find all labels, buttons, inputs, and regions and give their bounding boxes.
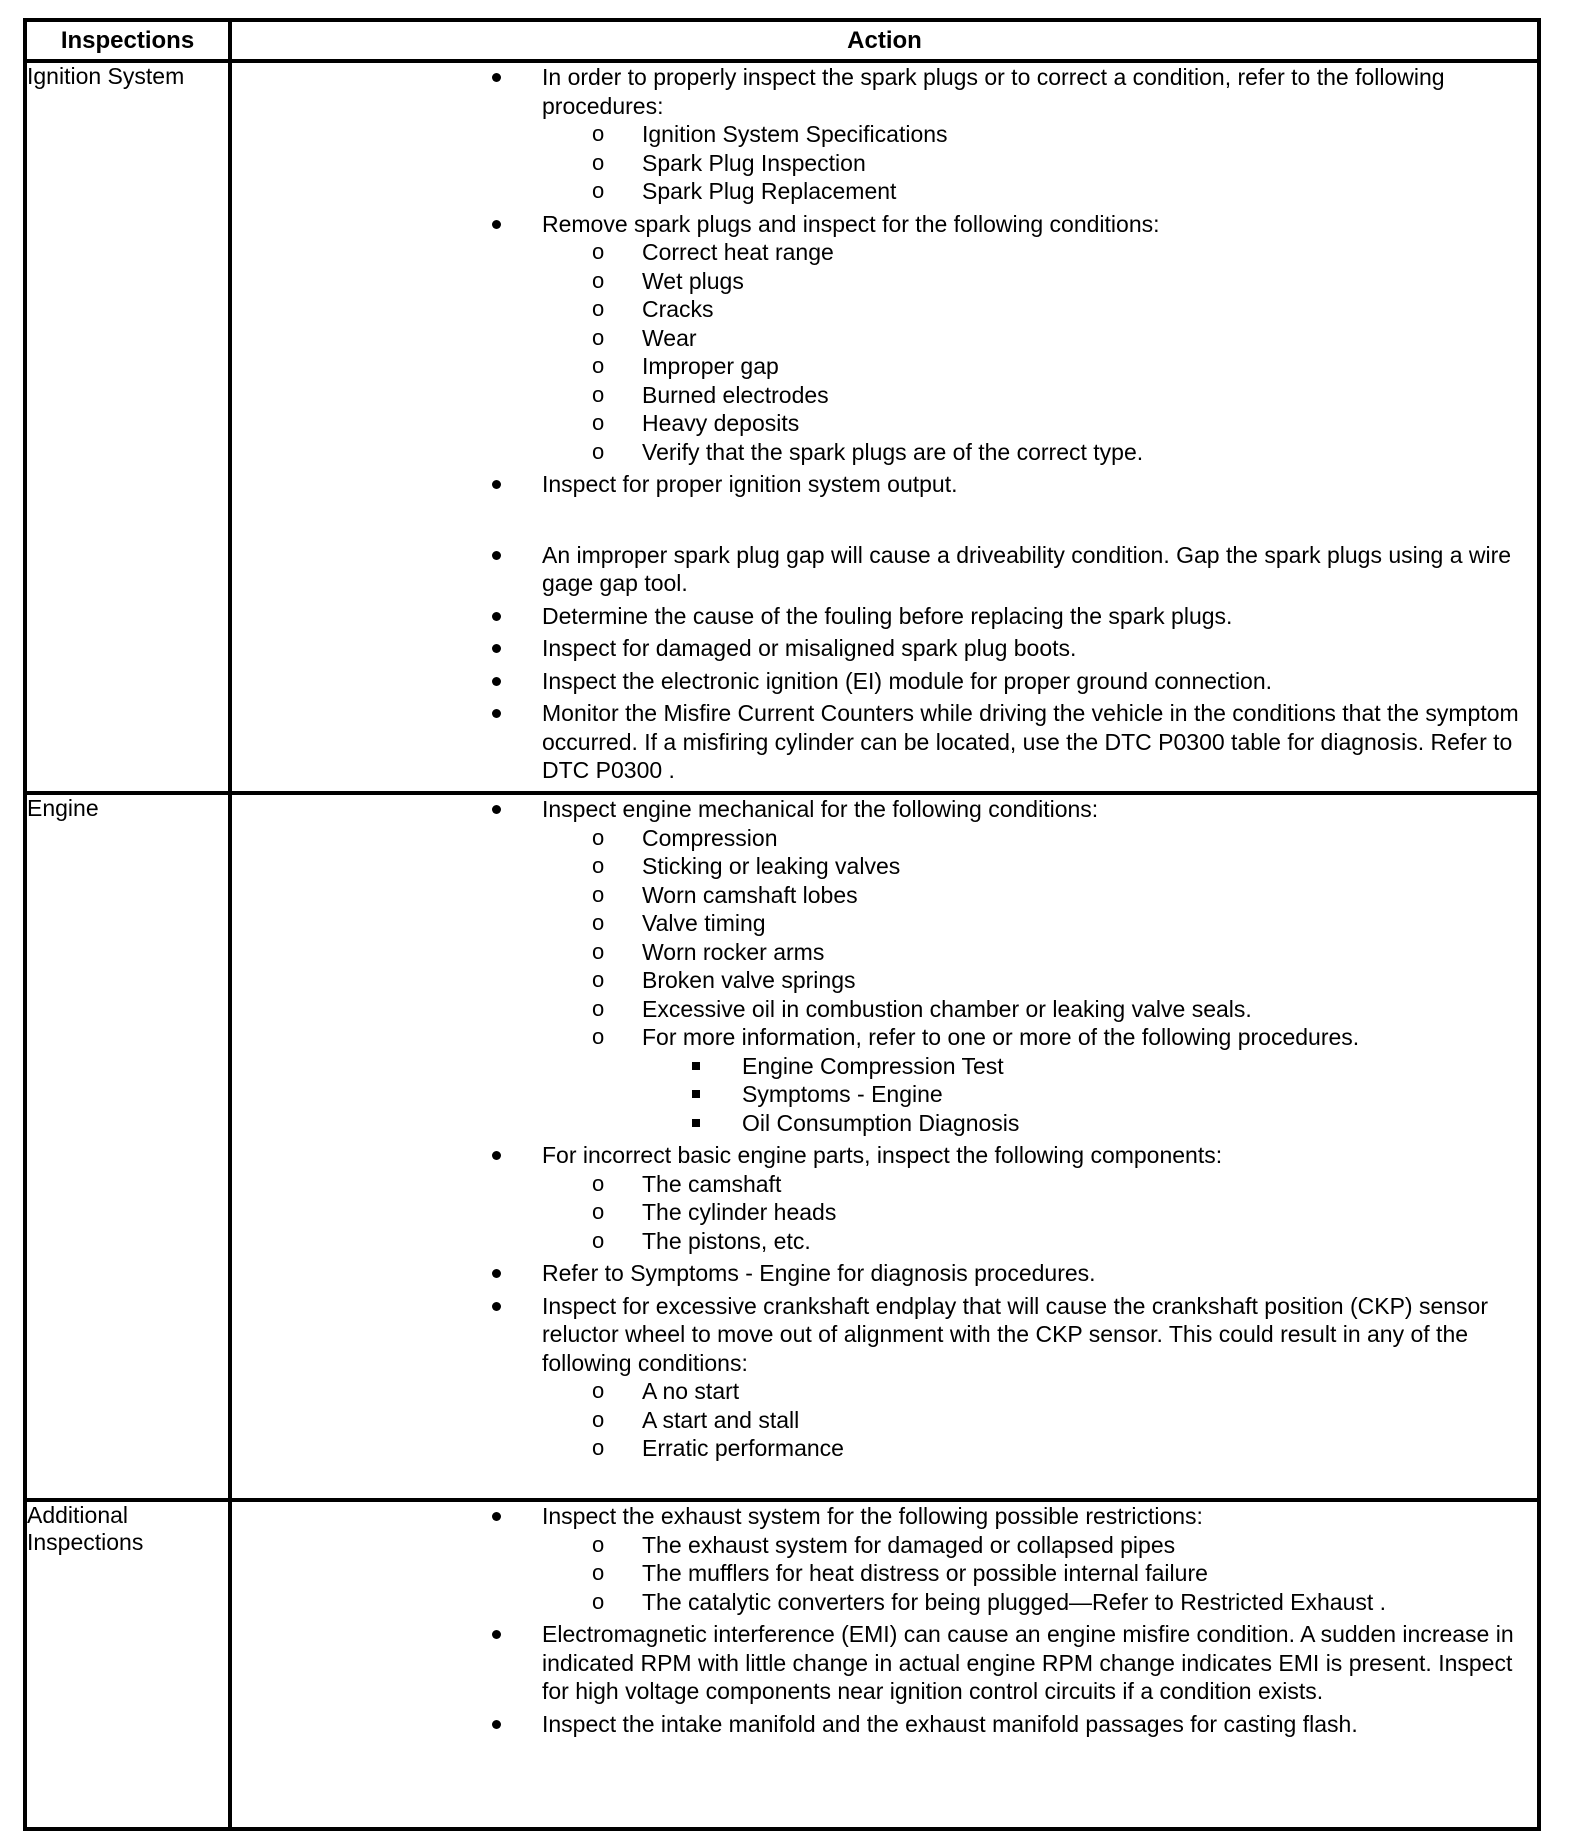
item-text: An improper spark plug gap will cause a driveability condition. Gap the spark plugs using a wire gage gap tool.	[542, 541, 1512, 596]
sub-bullet-item	[542, 324, 1537, 353]
bullet-item	[232, 795, 1537, 1137]
bullet-item	[232, 210, 1537, 467]
header-row	[25, 20, 1539, 61]
item-text: Worn rocker arms	[642, 938, 825, 965]
item-text: The camshaft	[642, 1170, 782, 1197]
sub-bullet-item	[542, 909, 1537, 938]
bullet-list	[232, 63, 1537, 785]
sub-bullet-item	[542, 438, 1537, 467]
sub-bullet-item	[542, 1023, 1537, 1137]
item-text: Wear	[642, 324, 697, 351]
item-text: Oil Consumption Diagnosis	[742, 1109, 1020, 1136]
item-text: The mufflers for heat distress or possible internal failure	[642, 1560, 1208, 1586]
sub-bullet-item	[542, 881, 1537, 910]
item-text: Inspect engine mechanical for the following conditions:	[542, 796, 1099, 822]
table-row	[25, 793, 1539, 1500]
sub-bullet-item	[542, 120, 1537, 149]
item-text: Determine the cause of the fouling before replacing the spark plugs.	[542, 602, 1233, 629]
table-row	[25, 1500, 1539, 1829]
bullet-item	[232, 699, 1537, 785]
item-text: Heavy deposits	[642, 410, 800, 436]
item-text: Monitor the Misfire Current Counters while driving the vehicle in the conditions that the symptom occurred. If a misfiring cylinder can be located, use the DTC P0300 table for diagnosis. Refer to DTC P0300 .	[542, 700, 1519, 783]
item-text: Excessive oil in combustion chamber or leaking valve seals.	[642, 995, 1252, 1022]
item-text: The catalytic converters for being plugged—Refer to Restricted Exhaust .	[642, 1588, 1387, 1615]
sub-bullet-item	[542, 1531, 1537, 1560]
sub-bullet-item	[542, 409, 1537, 438]
item-text: Improper gap	[642, 353, 779, 379]
item-text: In order to properly inspect the spark plugs or to correct a condition, refer to the following procedures:	[542, 64, 1445, 119]
sub-bullet-item	[542, 938, 1537, 967]
action-cell	[230, 1500, 1539, 1829]
item-text: Ignition System Specifications	[642, 121, 948, 147]
item-text: A start and stall	[642, 1406, 800, 1433]
item-text: Remove spark plugs and inspect for the following conditions:	[542, 210, 1160, 237]
sub-bullet-list	[542, 1377, 1537, 1463]
header-inspections: Inspections	[25, 20, 230, 61]
bullet-item	[232, 1292, 1537, 1463]
sub-sub-bullet-item	[642, 1080, 1537, 1109]
sub-bullet-item	[542, 267, 1537, 296]
item-text: Refer to Symptoms - Engine for diagnosis procedures.	[542, 1260, 1096, 1286]
action-cell	[230, 793, 1539, 1500]
sub-sub-bullet-item	[642, 1109, 1537, 1138]
category-ignition-system: Ignition System	[25, 61, 230, 793]
item-text: For incorrect basic engine parts, inspect the following components:	[542, 1142, 1223, 1168]
item-text: Engine Compression Test	[742, 1052, 1004, 1079]
sub-bullet-item	[542, 352, 1537, 381]
sub-bullet-list	[542, 824, 1537, 1138]
bullet-item	[232, 1620, 1537, 1706]
item-text: Burned electrodes	[642, 381, 829, 408]
bullet-item	[232, 63, 1537, 206]
bullet-list	[232, 1502, 1537, 1738]
category-additional-inspections: Additional Inspections	[25, 1500, 230, 1829]
sub-bullet-item	[542, 1198, 1537, 1227]
item-text: Symptoms - Engine	[742, 1081, 943, 1107]
sub-bullet-item	[542, 1170, 1537, 1199]
item-text: Inspect for proper ignition system output.	[542, 471, 958, 497]
sub-bullet-item	[542, 1406, 1537, 1435]
inspection-table	[23, 18, 1541, 1831]
item-text: Spark Plug Inspection	[642, 149, 866, 176]
item-text: Verify that the spark plugs are of the correct type.	[642, 438, 1144, 465]
bullet-item	[232, 667, 1537, 696]
bullet-list	[232, 795, 1537, 1463]
item-text: Inspect for excessive crankshaft endplay that will cause the crankshaft position (CKP) sensor reluctor wheel to move out of alignment with the CKP sensor. This could result in any of the following conditions:	[542, 1292, 1489, 1376]
sub-bullet-item	[542, 824, 1537, 853]
bullet-item	[232, 602, 1537, 631]
item-text: Erratic performance	[642, 1435, 844, 1461]
item-text: The cylinder heads	[642, 1199, 837, 1225]
sub-sub-bullet-list	[642, 1052, 1537, 1138]
sub-bullet-list	[542, 120, 1537, 206]
sub-bullet-item	[542, 1559, 1537, 1588]
item-text: Inspect for damaged or misaligned spark plug boots.	[542, 635, 1077, 661]
sub-sub-bullet-item	[642, 1052, 1537, 1081]
sub-bullet-item	[542, 966, 1537, 995]
sub-bullet-item	[542, 381, 1537, 410]
bullet-item	[232, 541, 1537, 598]
item-text: Cracks	[642, 296, 714, 322]
item-text: The pistons, etc.	[642, 1227, 811, 1254]
item-text: Wet plugs	[642, 267, 744, 294]
bullet-item	[232, 1710, 1537, 1739]
sub-bullet-list	[542, 1170, 1537, 1256]
item-text: Sticking or leaking valves	[642, 853, 901, 879]
sub-bullet-item	[542, 149, 1537, 178]
item-text: Inspect the exhaust system for the following possible restrictions:	[542, 1503, 1203, 1529]
item-text: Correct heat range	[642, 239, 834, 265]
sub-bullet-item	[542, 1377, 1537, 1406]
bullet-item	[232, 634, 1537, 663]
bullet-item	[232, 1141, 1537, 1255]
sub-bullet-list	[542, 238, 1537, 466]
bullet-item	[232, 1502, 1537, 1616]
item-text: Electromagnetic interference (EMI) can cause an engine misfire condition. A sudden increase in indicated RPM with little change in actual engine RPM change indicates EMI is present. Inspect for high voltage components near ignition control circuits if a condition exists.	[542, 1621, 1514, 1704]
item-text: For more information, refer to one or more of the following procedures.	[642, 1024, 1360, 1050]
bullet-item	[232, 470, 1537, 499]
item-text: Broken valve springs	[642, 967, 856, 993]
item-text: Worn camshaft lobes	[642, 881, 858, 908]
sub-bullet-item	[542, 238, 1537, 267]
item-text: Spark Plug Replacement	[642, 178, 897, 204]
bullet-item	[232, 1259, 1537, 1288]
item-text: A no start	[642, 1378, 740, 1404]
header-action: Action	[230, 20, 1539, 61]
sub-bullet-item	[542, 295, 1537, 324]
sub-bullet-item	[542, 1227, 1537, 1256]
sub-bullet-item	[542, 995, 1537, 1024]
table-row	[25, 61, 1539, 793]
sub-bullet-item	[542, 1434, 1537, 1463]
item-text: Valve timing	[642, 910, 766, 936]
action-cell	[230, 61, 1539, 793]
category-engine: Engine	[25, 793, 230, 1500]
sub-bullet-item	[542, 852, 1537, 881]
item-text: Inspect the intake manifold and the exhaust manifold passages for casting flash.	[542, 1710, 1358, 1737]
item-text: The exhaust system for damaged or collapsed pipes	[642, 1531, 1176, 1558]
sub-bullet-list	[542, 1531, 1537, 1617]
sub-bullet-item	[542, 1588, 1537, 1617]
item-text: Compression	[642, 824, 778, 851]
item-text: Inspect the electronic ignition (EI) module for proper ground connection.	[542, 667, 1273, 694]
sub-bullet-item	[542, 177, 1537, 206]
